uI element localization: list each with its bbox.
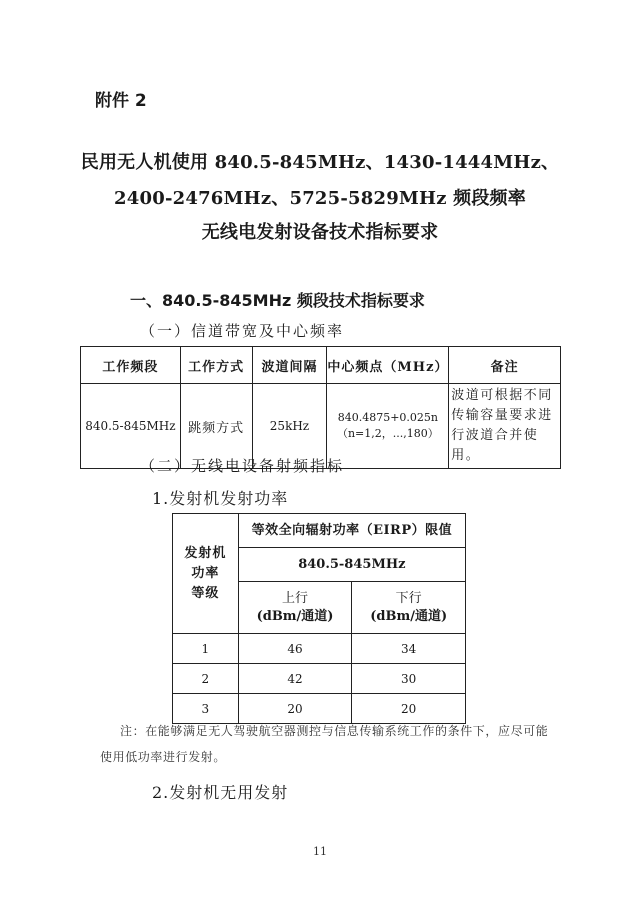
header-center-freq: 中心频点（MHz） (327, 347, 449, 384)
subsection-1-heading: （一）信道带宽及中心频率 (140, 322, 345, 340)
uplink-unit: (dBm/通道) (256, 608, 334, 624)
cell-level: 3 (173, 694, 239, 724)
header-band: 840.5-845MHz (238, 548, 465, 582)
cell-downlink: 34 (352, 634, 466, 664)
cell-spacing: 25kHz (252, 384, 327, 469)
header-uplink (238, 582, 352, 634)
cell-band: 840.5-845MHz (81, 384, 181, 469)
item-1-heading: 1.发射机发射功率 (152, 489, 289, 508)
channel-table (80, 346, 561, 469)
power-note: 注：在能够满足无人驾驶航空器测控与信息传输系统工作的条件下，应尽可能使用低功率进行发射。 (100, 724, 549, 764)
header-band: 工作频段 (81, 347, 181, 384)
subsection-2-heading: （二）无线电设备射频指标 (140, 457, 345, 475)
cell-center-freq (327, 384, 449, 469)
cell-uplink: 20 (238, 694, 352, 724)
cell-level: 2 (173, 664, 239, 694)
center-freq-range: （n=1,2，...,180） (336, 427, 439, 440)
header-eirp: 等效全向辐射功率（EIRP）限值 (238, 514, 465, 548)
table-row (173, 634, 466, 664)
channel-table-header (81, 347, 561, 384)
table-row (173, 664, 466, 694)
section-1-heading: 一、840.5-845MHz 频段技术指标要求 (130, 291, 425, 310)
attachment-label: 附件 2 (95, 91, 147, 111)
cell-downlink: 20 (352, 694, 466, 724)
header-mode: 工作方式 (180, 347, 252, 384)
cell-level: 1 (173, 634, 239, 664)
cell-downlink: 30 (352, 664, 466, 694)
document-title-line3: 无线电发射设备技术指标要求 (201, 222, 439, 243)
header-remark: 备注 (449, 347, 561, 384)
cell-uplink: 42 (238, 664, 352, 694)
level-header-line2: 功率 (191, 565, 220, 581)
cell-remark: 波道可根据不同传输容量要求进行波道合并使用。 (449, 384, 561, 469)
downlink-label: 下行 (395, 590, 422, 606)
power-table (172, 513, 466, 724)
header-downlink (352, 582, 466, 634)
document-title-line2: 2400-2476MHz、5725-5829MHz 频段频率 (114, 188, 526, 209)
cell-uplink: 46 (238, 634, 352, 664)
uplink-label: 上行 (282, 590, 309, 606)
document-title-line1: 民用无人机使用 840.5-845MHz、1430-1444MHz、 (80, 152, 560, 173)
level-header-line1: 发射机 (184, 545, 227, 561)
downlink-unit: (dBm/通道) (370, 608, 448, 624)
page-number: 11 (313, 845, 327, 858)
cell-mode: 跳频方式 (180, 384, 252, 469)
header-spacing: 波道间隔 (252, 347, 327, 384)
header-level (173, 514, 239, 634)
center-freq-formula: 840.4875+0.025n (337, 411, 438, 424)
level-header-line3: 等级 (191, 585, 220, 601)
item-2-heading: 2.发射机无用发射 (152, 783, 289, 802)
